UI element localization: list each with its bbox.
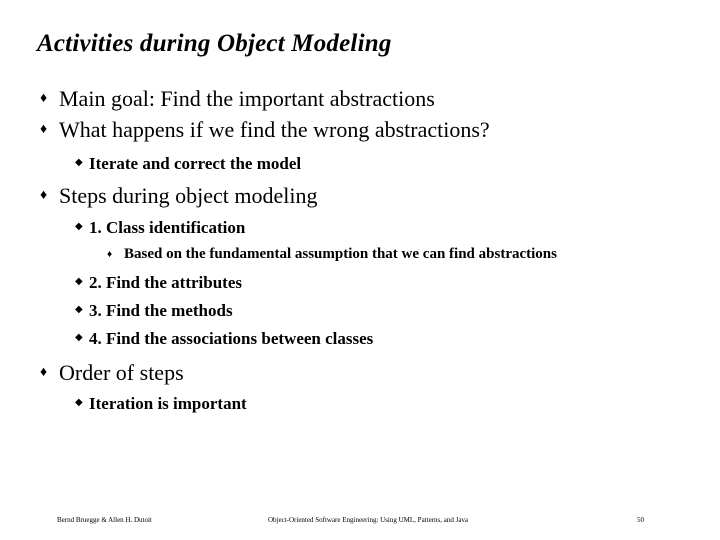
- slide-title: Activities during Object Modeling: [37, 30, 392, 57]
- diamond-bullet-icon: ♦: [40, 122, 48, 137]
- footer-page-number: 50: [637, 516, 644, 524]
- footer-authors: Bernd Bruegge & Allen H. Dutoit: [57, 516, 152, 524]
- diamond-bullet-icon: ◆: [75, 157, 83, 168]
- footer-book-title: Object-Oriented Software Engineering: Using UML, Patterns, and Java: [268, 516, 469, 524]
- diamond-bullet-icon: ♦: [107, 249, 113, 260]
- diamond-bullet-icon: ♦: [40, 188, 48, 203]
- diamond-bullet-icon: ♦: [40, 365, 48, 380]
- diamond-bullet-icon: ◆: [75, 304, 83, 315]
- diamond-bullet-icon: ♦: [40, 91, 48, 106]
- diamond-bullet-icon: ◆: [75, 221, 83, 232]
- diamond-bullet-icon: ◆: [75, 276, 83, 287]
- diamond-bullet-icon: ◆: [75, 397, 83, 408]
- diamond-bullet-icon: ◆: [75, 332, 83, 343]
